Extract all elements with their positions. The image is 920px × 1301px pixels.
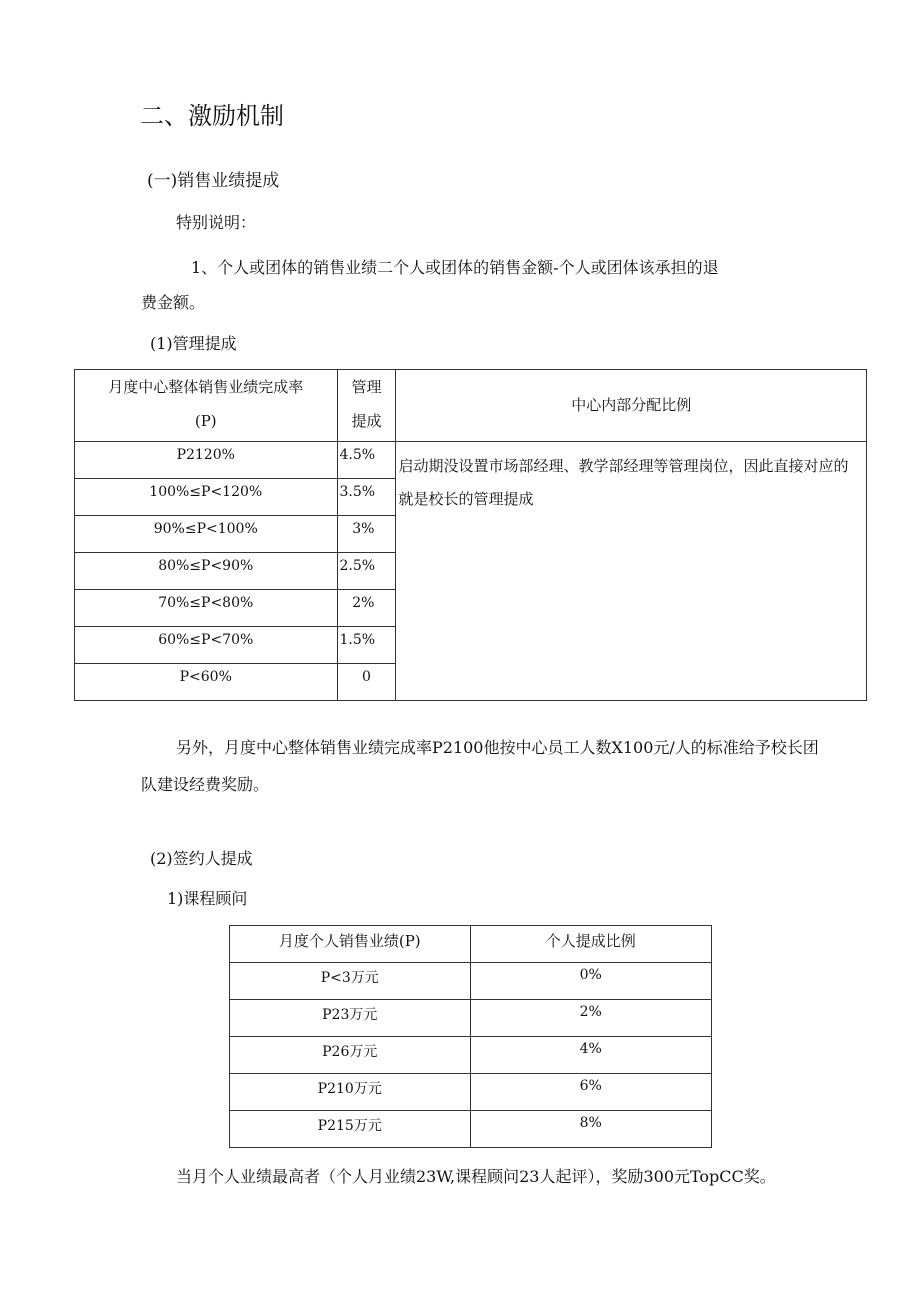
table-row xyxy=(230,963,712,1000)
range-cell: P215万元 xyxy=(317,1118,382,1134)
rate-cell: 8% xyxy=(579,1115,602,1131)
range-cell: 100%≤P<120% xyxy=(149,484,263,500)
distribution-description-cell xyxy=(396,442,867,701)
header-management-commission xyxy=(337,370,396,442)
note-item-1: 1、个人或团体的销售业绩二个人或团体的销售金额-个人或团体该承担的退 xyxy=(191,258,719,277)
rate-cell: 2% xyxy=(579,1004,602,1020)
table-row xyxy=(230,1111,712,1148)
rate-cell: 3% xyxy=(352,521,375,537)
signer-commission-title: (2)签约人提成 xyxy=(150,849,253,868)
rate-cell: 2% xyxy=(352,595,375,611)
header-commission-ratio: 个人提成比例 xyxy=(545,932,636,950)
note-title: 特别说明： xyxy=(176,213,257,232)
range-cell: P<3万元 xyxy=(320,970,379,986)
rate-cell: 0% xyxy=(579,967,602,983)
range-cell: P26万元 xyxy=(322,1044,378,1060)
range-cell: P210万元 xyxy=(317,1081,382,1097)
header-monthly-sales: 月度个人销售业绩(P) xyxy=(278,932,421,950)
rate-cell: 4.5% xyxy=(339,447,376,463)
rate-cell: 6% xyxy=(579,1078,602,1094)
header-completion-rate xyxy=(75,370,338,442)
table-row xyxy=(75,442,867,479)
range-cell: 90%≤P<100% xyxy=(153,521,258,537)
header-completion-rate-line2: (P) xyxy=(194,412,217,430)
range-cell: P2120% xyxy=(176,447,235,463)
extra-award-line2: 队建设经费奖励。 xyxy=(141,775,270,794)
section-heading: 二、激励机制 xyxy=(140,102,284,130)
subsection-title: (一)销售业绩提成 xyxy=(147,171,280,191)
rate-cell: 3.5% xyxy=(339,484,376,500)
rate-cell: 1.5% xyxy=(339,632,376,648)
management-commission-table xyxy=(74,369,867,701)
table-header-row xyxy=(75,370,867,442)
range-cell: 60%≤P<70% xyxy=(158,632,254,648)
header-distribution-label: 中心内部分配比例 xyxy=(571,396,692,414)
note-item-1-cont: 费金额。 xyxy=(141,293,206,312)
header-management-line1: 管理 xyxy=(351,378,382,396)
distribution-description: 启动期没设置市场部经理、教学部经理等管理岗位，因此直接对应的就是校长的管理提成 xyxy=(398,457,849,508)
top-performer-award: 当月个人业绩最高者（个人月业绩23W,课程顾问23人起评），奖励300元TopCC奖。 xyxy=(176,1167,776,1186)
course-consultant-title: 1)课程顾问 xyxy=(167,889,248,908)
consultant-commission-table xyxy=(229,925,712,1148)
rate-cell: 4% xyxy=(579,1041,602,1057)
rate-cell: 2.5% xyxy=(339,558,376,574)
extra-award-line1: 另外，月度中心整体销售业绩完成率P2100他按中心员工人数X100元/人的标准给予校长团 xyxy=(176,738,819,757)
range-cell: P23万元 xyxy=(322,1007,378,1023)
header-distribution xyxy=(396,370,867,442)
management-commission-title: (1)管理提成 xyxy=(150,334,237,353)
table-row xyxy=(230,1000,712,1037)
table-row xyxy=(230,1074,712,1111)
range-cell: 70%≤P<80% xyxy=(158,595,254,611)
range-cell: 80%≤P<90% xyxy=(158,558,254,574)
header-management-line2: 提成 xyxy=(351,412,382,430)
table-header-row xyxy=(230,926,712,963)
range-cell: P<60% xyxy=(179,669,232,685)
header-completion-rate-line1: 月度中心整体销售业绩完成率 xyxy=(108,378,304,396)
table-row xyxy=(230,1037,712,1074)
rate-cell: 0 xyxy=(362,669,371,685)
